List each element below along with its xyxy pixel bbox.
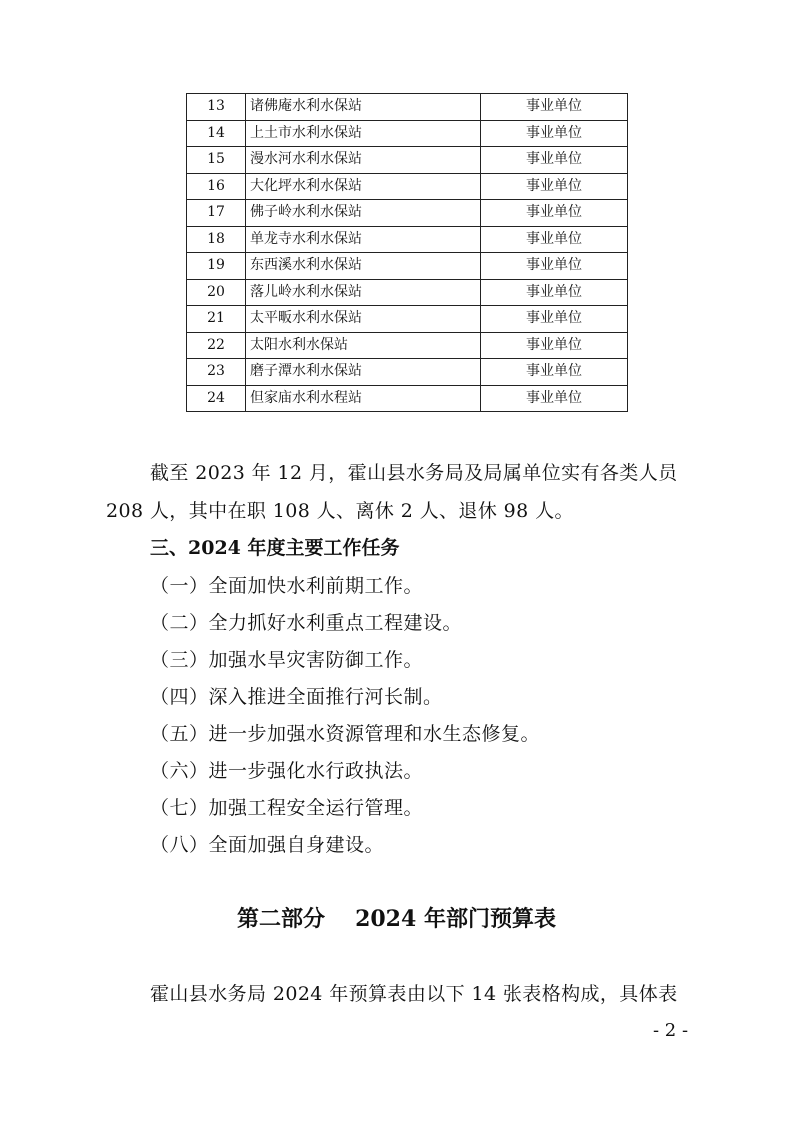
unit-name: 东西溪水利水保站: [246, 253, 481, 280]
unit-type: 事业单位: [481, 94, 628, 121]
table-row: [187, 306, 628, 333]
task-item: （八）全面加强自身建设。: [150, 834, 385, 856]
task-item: （四）深入推进全面推行河长制。: [150, 686, 443, 708]
units-table: [186, 93, 628, 412]
unit-name: 大化坪水利水保站: [246, 173, 481, 200]
intro-paragraph: 霍山县水务局 2024 年预算表由以下 14 张表格构成，具体表: [150, 983, 678, 1005]
unit-name: 磨子潭水利水保站: [246, 359, 481, 386]
task-item: （五）进一步加强水资源管理和水生态修复。: [150, 723, 541, 745]
row-number: 20: [187, 279, 246, 306]
task-item: （一）全面加快水利前期工作。: [150, 575, 424, 597]
row-number: 22: [187, 332, 246, 359]
task-item: （二）全力抓好水利重点工程建设。: [150, 612, 463, 634]
table-row: [187, 147, 628, 174]
task-item: （六）进一步强化水行政执法。: [150, 760, 424, 782]
unit-type: 事业单位: [481, 332, 628, 359]
unit-type: 事业单位: [481, 306, 628, 333]
unit-name: 佛子岭水利水保站: [246, 200, 481, 227]
units-table-body: [187, 94, 628, 412]
part-two-title: [0, 902, 793, 936]
part-label: 第二部分: [237, 906, 326, 932]
unit-type: 事业单位: [481, 359, 628, 386]
table-row: [187, 173, 628, 200]
row-number: 19: [187, 253, 246, 280]
unit-type: 事业单位: [481, 173, 628, 200]
unit-name: 单龙寺水利水保站: [246, 226, 481, 253]
table-row: [187, 120, 628, 147]
unit-name: 漫水河水利水保站: [246, 147, 481, 174]
task-item: （三）加强水旱灾害防御工作。: [150, 649, 424, 671]
unit-type: 事业单位: [481, 385, 628, 412]
section-3-heading: 三、2024 年度主要工作任务: [150, 537, 400, 559]
unit-name: 太平畈水利水保站: [246, 306, 481, 333]
unit-type: 事业单位: [481, 226, 628, 253]
row-number: 13: [187, 94, 246, 121]
row-number: 17: [187, 200, 246, 227]
unit-name: 落儿岭水利水保站: [246, 279, 481, 306]
page-number: - 2 -: [653, 1020, 689, 1041]
table-row: [187, 332, 628, 359]
unit-name: 上土市水利水保站: [246, 120, 481, 147]
row-number: 14: [187, 120, 246, 147]
table-row: [187, 94, 628, 121]
unit-type: 事业单位: [481, 120, 628, 147]
task-list: [150, 568, 540, 864]
unit-type: 事业单位: [481, 279, 628, 306]
row-number: 15: [187, 147, 246, 174]
row-number: 24: [187, 385, 246, 412]
row-number: 18: [187, 226, 246, 253]
staff-paragraph: [106, 454, 706, 530]
task-item: （七）加强工程安全运行管理。: [150, 797, 424, 819]
table-row: [187, 279, 628, 306]
row-number: 23: [187, 359, 246, 386]
table-row: [187, 253, 628, 280]
row-number: 16: [187, 173, 246, 200]
table-row: [187, 359, 628, 386]
unit-name: 但家庙水利水程站: [246, 385, 481, 412]
unit-type: 事业单位: [481, 200, 628, 227]
row-number: 21: [187, 306, 246, 333]
unit-type: 事业单位: [481, 147, 628, 174]
table-row: [187, 226, 628, 253]
staff-paragraph-text: 截至 2023 年 12 月，霍山县水务局及局属单位实有各类人员 208 人，其中在职 108 人、离休 2 人、退休 98 人。: [106, 462, 678, 522]
table-row: [187, 200, 628, 227]
unit-name: 诸佛庵水利水保站: [246, 94, 481, 121]
unit-name: 太阳水利水保站: [246, 332, 481, 359]
unit-type: 事业单位: [481, 253, 628, 280]
part-name: 2024 年部门预算表: [355, 906, 556, 932]
table-row: [187, 385, 628, 412]
